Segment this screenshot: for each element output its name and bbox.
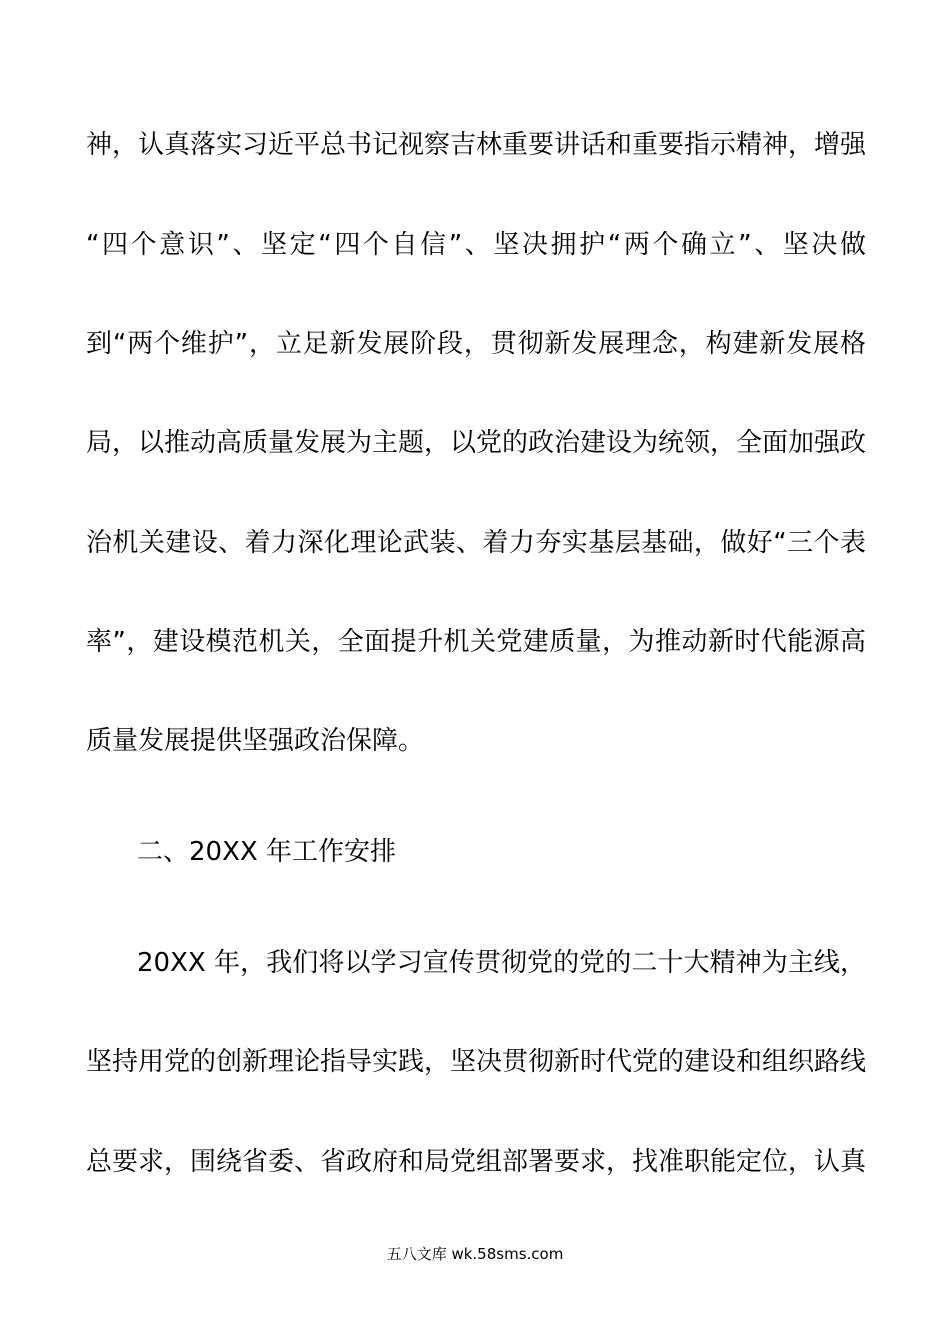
- paragraph-line: 率”，建设模范机关，全面提升机关党建质量，为推动新时代能源高: [86, 627, 866, 657]
- paragraph-line: 坚持用党的创新理论指导实践，坚决贯彻新时代党的建设和组织路线: [86, 1047, 867, 1077]
- paragraph-line: 神，认真落实习近平总书记视察吉林重要讲话和重要指示精神，增强: [86, 130, 867, 160]
- paragraph-line: “四个意识”、坚定“四个自信”、坚决拥护“两个确立”、坚决做: [86, 230, 866, 260]
- section-heading: 二、20XX 年工作安排: [137, 837, 396, 867]
- footer-watermark: 五八文库 wk.58sms.com: [386, 1245, 564, 1263]
- paragraph-line: 局，以推动高质量发展为主题，以党的政治建设为统领，全面加强政: [86, 428, 867, 458]
- paragraph-line: 治机关建设、着力深化理论武装、着力夯实基层基础，做好“三个表: [86, 528, 866, 558]
- paragraph-line: 20XX 年，我们将以学习宣传贯彻党的党的二十大精神为主线，: [137, 948, 866, 978]
- paragraph-line: 总要求，围绕省委、省政府和局党组部署要求，找准职能定位，认真: [86, 1147, 867, 1177]
- paragraph-line: 质量发展提供坚强政治保障。: [86, 726, 425, 756]
- paragraph-line: 到“两个维护”，立足新发展阶段，贯彻新发展理念，构建新发展格: [86, 329, 866, 359]
